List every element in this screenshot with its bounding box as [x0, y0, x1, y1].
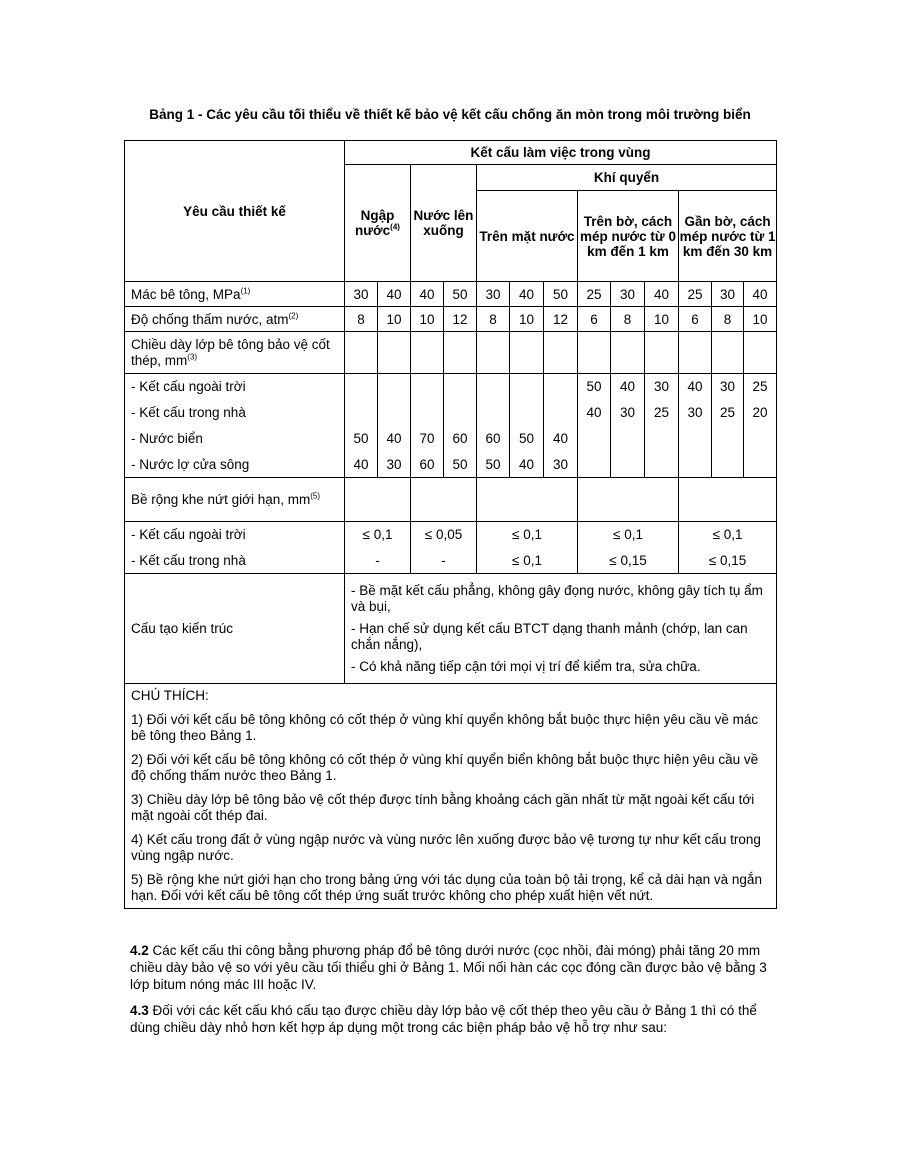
header-onshore-0-1km: Trên bờ, cách mép nước từ 0 km đến 1 km: [578, 191, 679, 282]
table-cell: 30: [679, 400, 712, 426]
table-cell: 40: [510, 282, 544, 307]
table-title: Bảng 1 - Các yêu cầu tối thiểu về thiết kế bảo vệ kết cấu chống ăn mòn trong môi trường biển: [149, 107, 751, 122]
header-near-1-30km: Gần bờ, cách mép nước từ 1 km đến 30 km: [679, 191, 777, 282]
architecture-item: - Bề mặt kết cấu phẳng, không gây đọng nước, không gây tích tụ ẩm và bụi,: [351, 582, 763, 614]
table-cell: 40: [679, 374, 712, 400]
note-item: 5) Bề rộng khe nứt giới hạn cho trong bảng ứng với tác dụng của toàn bộ tải trọng, kể cả dài hạn và ngắn hạn. Đối với kết cấu bê tông cốt thép ứng suất trước không cho phép xuất hiện vết nứt.: [131, 872, 762, 903]
table-cell: 8: [477, 307, 510, 332]
table-cell: 6: [679, 307, 712, 332]
table-cell: 8: [345, 307, 378, 332]
table-cell: 12: [544, 307, 578, 332]
note-item: 2) Đối với kết cấu bê tông không có cốt thép ở vùng khí quyển biển không bắt buộc thực hiện yêu cầu về độ chống thấm nước theo Bảng 1.: [131, 752, 759, 783]
table-cell: 40: [645, 282, 679, 307]
table-cell: 30: [378, 452, 411, 478]
header-working-zone: Kết cấu làm việc trong vùng: [345, 141, 777, 165]
row-label: Bề rộng khe nứt giới hạn, $mm^{(5)}$: [125, 478, 345, 522]
row-cover-seawater: [125, 426, 777, 452]
architecture-item: - Có khả năng tiếp cận tới mọi vị trí để kiểm tra, sửa chữa.: [351, 658, 701, 674]
table-cell: 50: [444, 452, 477, 478]
table-cell: 40: [578, 400, 611, 426]
table-cell: 10: [645, 307, 679, 332]
table-cell: 10: [378, 307, 411, 332]
row-cover-indoor: [125, 400, 777, 426]
table-cell: 30: [345, 282, 378, 307]
table-cell: 50: [510, 426, 544, 452]
paragraph-4-3: [130, 1002, 770, 1036]
section-number: 4.2: [130, 943, 149, 958]
table-cell: 40: [345, 452, 378, 478]
paragraph-text: Các kết cấu thi công bằng phương pháp đổ bê tông dưới nước (cọc nhồi, đài móng) phải tăng 20 mm chiều dày bảo vệ so với yêu cầu tối thiểu ghi ở Bảng 1. Mối nối hàn các cọc đóng cần được bảo vệ bằng 3 lớp bitum nóng mác III hoặc IV.: [130, 943, 767, 992]
table-cell: 30: [611, 400, 645, 426]
table-cell: -: [411, 548, 477, 574]
architecture-item: - Hạn chế sử dụng kết cấu BTCT dạng thanh mảnh (chớp, lan can chắn nắng),: [351, 620, 748, 652]
table-cell: 40: [411, 282, 444, 307]
architecture-cell: [345, 574, 777, 684]
row-label: - Kết cấu trong nhà: [125, 400, 345, 426]
table-cell: 30: [712, 374, 744, 400]
table-cell: ≤ 0,15: [679, 548, 777, 574]
row-water-resistance: [125, 307, 777, 332]
table-cell: 30: [712, 282, 744, 307]
row-label: - Kết cấu ngoài trời: [125, 522, 345, 548]
table-cell: 6: [578, 307, 611, 332]
table-cell: 25: [679, 282, 712, 307]
row-label: Cấu tạo kiến trúc: [125, 574, 345, 684]
table-cell: 60: [411, 452, 444, 478]
header-atmosphere: Khí quyển: [477, 165, 777, 191]
header-submerged: Ngập nước$^{(4)}$: [345, 165, 411, 282]
header-above-sea: Trên mặt nước: [477, 191, 578, 282]
header-tidal: Nước lên xuống: [411, 165, 477, 282]
table-cell: 8: [712, 307, 744, 332]
row-crack-indoor: [125, 548, 777, 574]
table-cell: 8: [611, 307, 645, 332]
table-cell: 25: [578, 282, 611, 307]
section-number: 4.3: [130, 1003, 149, 1018]
table-cell: 60: [477, 426, 510, 452]
paragraph-text: Đối với các kết cấu khó cấu tạo được chiều dày lớp bảo vệ cốt thép theo yêu cầu ở Bảng 1 thì có thể dùng chiều dày nhỏ hơn kết hợp áp dụng một trong các biện pháp bảo vệ hỗ trợ như sau:: [130, 1003, 757, 1035]
table-cell: 40: [611, 374, 645, 400]
table-cell: 50: [544, 282, 578, 307]
row-architecture: [125, 574, 777, 684]
row-label: Mác bê tông, MPa$^{(1)}$: [125, 282, 345, 307]
table-cell: 10: [744, 307, 777, 332]
table-cell: 40: [510, 452, 544, 478]
table-cell: ≤ 0,15: [578, 548, 679, 574]
table-cell: 40: [744, 282, 777, 307]
row-label: Độ chống thấm nước, atm$^{(2)}$: [125, 307, 345, 332]
table-cell: 60: [444, 426, 477, 452]
notes-cell: [125, 684, 777, 909]
row-label: - Kết cấu trong nhà: [125, 548, 345, 574]
table-cell: 50: [345, 426, 378, 452]
row-label: - Nước biển: [125, 426, 345, 452]
table-cell: ≤ 0,1: [477, 522, 578, 548]
table-cell: 25: [645, 400, 679, 426]
notes-heading: CHÚ THÍCH:: [131, 688, 209, 703]
table-cell: ≤ 0,1: [578, 522, 679, 548]
table-cell: 70: [411, 426, 444, 452]
note-item: 1) Đối với kết cấu bê tông không có cốt thép ở vùng khí quyển không bắt buộc thực hiện yêu cầu về mác bê tông theo Bảng 1.: [131, 712, 759, 743]
table-cell: 40: [378, 282, 411, 307]
row-cover-brackish: [125, 452, 777, 478]
table-cell: ≤ 0,1: [477, 548, 578, 574]
table-cell: 10: [411, 307, 444, 332]
row-cover-outdoor: [125, 374, 777, 400]
table-cell: 50: [578, 374, 611, 400]
table-cell: ≤ 0,1: [679, 522, 777, 548]
table-cell: -: [345, 548, 411, 574]
header-design-requirement: Yêu cầu thiết kế: [125, 141, 345, 282]
row-label: Chiều dày lớp bê tông bảo vệ cốt thép, $mm^{(3)}$: [125, 332, 345, 374]
row-notes: [125, 684, 777, 909]
table-cell: 25: [744, 374, 777, 400]
table-cell: 12: [444, 307, 477, 332]
table-cell: 40: [544, 426, 578, 452]
table-cell: ≤ 0,1: [345, 522, 411, 548]
table-cell: 25: [712, 400, 744, 426]
row-label: - Kết cấu ngoài trời: [125, 374, 345, 400]
table-cell: 40: [378, 426, 411, 452]
table-cell: 30: [477, 282, 510, 307]
table-cell: 20: [744, 400, 777, 426]
table-cell: ≤ 0,05: [411, 522, 477, 548]
row-crack-outdoor: [125, 522, 777, 548]
table-cell: 10: [510, 307, 544, 332]
table-cell: 30: [611, 282, 645, 307]
row-concrete-grade: [125, 282, 777, 307]
row-label: - Nước lợ cửa sông: [125, 452, 345, 478]
row-crack-width: [125, 478, 777, 522]
table-cell: 50: [477, 452, 510, 478]
paragraph-4-2: [130, 942, 770, 993]
table-cell: 50: [444, 282, 477, 307]
note-item: 4) Kết cấu trong đất ở vùng ngập nước và vùng nước lên xuống được bảo vệ tương tự như kết cấu trong vùng ngập nước.: [131, 832, 761, 863]
table-cell: 30: [645, 374, 679, 400]
table-cell: 30: [544, 452, 578, 478]
requirements-table: [124, 140, 777, 909]
note-item: 3) Chiều dày lớp bê tông bảo vệ cốt thép được tính bằng khoảng cách gần nhất từ mặt ngoài kết cấu tới mặt ngoài cốt thép đai.: [131, 792, 755, 823]
row-cover-thickness: [125, 332, 777, 374]
